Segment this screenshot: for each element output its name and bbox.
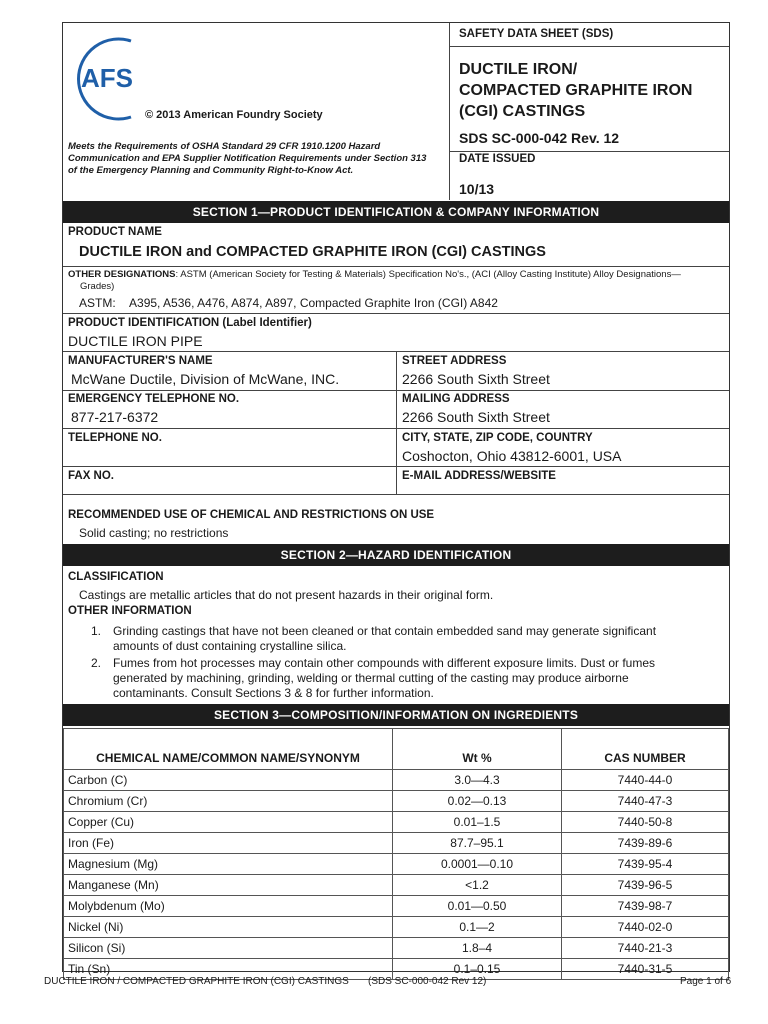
cas-number-cell: 7440-31-5	[562, 959, 729, 980]
product-name: DUCTILE IRON and COMPACTED GRAPHITE IRON (CGI) CASTINGS	[79, 244, 546, 260]
table-header-row	[64, 729, 729, 770]
classification-value: Castings are metallic articles that do not present hazards in their original form.	[79, 588, 494, 602]
astm-line	[79, 296, 498, 310]
composition-table	[63, 728, 729, 980]
divider	[63, 428, 729, 429]
mailing-value: 2266 South Sixth Street	[402, 409, 550, 425]
city-value: Coshocton, Ohio 43812-6001, USA	[402, 448, 622, 464]
weight-percent-cell: 1.8–4	[393, 938, 562, 959]
other-designations	[68, 269, 728, 293]
footer-doc-ref: (SDS SC-000-042 Rev 12)	[368, 976, 487, 987]
manufacturer-label: MANUFACTURER'S NAME	[68, 355, 213, 367]
title-line1: DUCTILE IRON/	[459, 61, 578, 78]
table-row	[64, 917, 729, 938]
table-row	[64, 938, 729, 959]
date-value: 10/13	[459, 181, 495, 197]
table-row	[64, 854, 729, 875]
item-line: contaminants. Consult Sections 3 & 8 for further information.	[113, 686, 434, 700]
astm-label: ASTM:	[79, 296, 116, 310]
chemical-name-cell: Silicon (Si)	[64, 938, 393, 959]
table-row	[64, 896, 729, 917]
table-row	[64, 812, 729, 833]
divider	[63, 313, 729, 314]
emergency-value: 877-217-6372	[71, 409, 159, 425]
cas-number-cell: 7439-98-7	[562, 896, 729, 917]
column-header: CAS NUMBER	[562, 729, 729, 770]
weight-percent-cell: 87.7–95.1	[393, 833, 562, 854]
column-divider	[396, 351, 397, 494]
cas-number-cell: 7440-44-0	[562, 770, 729, 791]
list-item	[91, 656, 721, 701]
table-row	[64, 875, 729, 896]
weight-percent-cell: 0.01—0.50	[393, 896, 562, 917]
section2-title: SECTION 2—HAZARD IDENTIFICATION	[63, 544, 729, 566]
section1-title: SECTION 1—PRODUCT IDENTIFICATION & COMPANY INFORMATION	[63, 201, 729, 223]
divider	[63, 494, 729, 495]
divider	[63, 390, 729, 391]
classification-label: CLASSIFICATION	[68, 571, 164, 583]
item-line: amounts of dust containing crystalline silica.	[113, 639, 347, 653]
recommended-value: Solid casting; no restrictions	[79, 526, 229, 540]
mailing-label: MAILING ADDRESS	[402, 393, 510, 405]
header-divider	[449, 23, 450, 200]
cas-number-cell: 7439-96-5	[562, 875, 729, 896]
divider	[449, 151, 729, 152]
city-label: CITY, STATE, ZIP CODE, COUNTRY	[402, 432, 593, 444]
weight-percent-cell: 0.01–1.5	[393, 812, 562, 833]
sds-sheet	[62, 22, 730, 976]
doc-title	[459, 59, 692, 122]
other-info-label: OTHER INFORMATION	[68, 605, 192, 617]
other-designations-label: OTHER DESIGNATIONS	[68, 269, 176, 280]
manufacturer-value: McWane Ductile, Division of McWane, INC.	[71, 371, 340, 387]
recommended-label: RECOMMENDED USE OF CHEMICAL AND RESTRICTIONS ON USE	[68, 509, 435, 521]
table-row	[64, 791, 729, 812]
divider	[63, 466, 729, 467]
divider	[63, 266, 729, 267]
cas-number-cell: 7440-21-3	[562, 938, 729, 959]
cas-number-cell: 7439-95-4	[562, 854, 729, 875]
table-row	[64, 770, 729, 791]
product-id-label: PRODUCT IDENTIFICATION (Label Identifier)	[68, 317, 312, 329]
item-line: Grinding castings that have not been cleaned or that contain embedded sand may generate significant	[113, 624, 657, 638]
weight-percent-cell: 0.0001—0.10	[393, 854, 562, 875]
copyright: © 2013 American Foundry Society	[145, 109, 323, 121]
divider	[449, 46, 729, 47]
table-row	[64, 833, 729, 854]
section3-title: SECTION 3—COMPOSITION/INFORMATION ON INGREDIENTS	[63, 704, 729, 726]
chemical-name-cell: Nickel (Ni)	[64, 917, 393, 938]
chemical-name-cell: Copper (Cu)	[64, 812, 393, 833]
emergency-label: EMERGENCY TELEPHONE NO.	[68, 393, 240, 405]
other-designations-text2: Grades)	[80, 281, 115, 292]
title-line3: (CGI) CASTINGS	[459, 103, 586, 120]
date-label: DATE ISSUED	[459, 153, 536, 165]
title-line2: COMPACTED GRAPHITE IRON	[459, 82, 693, 99]
footer-page: Page 1 of 6	[680, 976, 732, 987]
column-header: Wt %	[393, 729, 562, 770]
osha-note: Meets the Requirements of OSHA Standard 29 CFR 1910.1200 Hazard Communication and EPA Supplier Notification Requirements under Section 313 of the Emergency Planning and Community Right-to-Know Act.	[68, 141, 427, 176]
sds-label: SAFETY DATA SHEET (SDS)	[459, 28, 614, 40]
weight-percent-cell: <1.2	[393, 875, 562, 896]
other-designations-text: : ASTM (American Society for Testing & Materials) Specification No's., (ACI (Alloy Casting Institute) Alloy Designations—	[175, 269, 681, 280]
sds-number: SDS SC-000-042 Rev. 12	[459, 130, 620, 146]
astm-value: A395, A536, A476, A874, A897, Compacted Graphite Iron (CGI) A842	[129, 296, 498, 310]
list-item	[91, 624, 721, 654]
product-id-value: DUCTILE IRON PIPE	[68, 333, 203, 349]
cas-number-cell: 7440-02-0	[562, 917, 729, 938]
column-header: CHEMICAL NAME/COMMON NAME/SYNONYM	[64, 729, 393, 770]
fax-label: FAX NO.	[68, 470, 115, 482]
chemical-name-cell: Magnesium (Mg)	[64, 854, 393, 875]
chemical-name-cell: Manganese (Mn)	[64, 875, 393, 896]
cas-number-cell: 7439-89-6	[562, 833, 729, 854]
item-number: 2.	[91, 656, 102, 670]
item-number: 1.	[91, 624, 102, 638]
cas-number-cell: 7440-47-3	[562, 791, 729, 812]
chemical-name-cell: Tin (Sn)	[64, 959, 393, 980]
weight-percent-cell: 3.0—4.3	[393, 770, 562, 791]
telephone-label: TELEPHONE NO.	[68, 432, 162, 444]
weight-percent-cell: 0.1–0.15	[393, 959, 562, 980]
weight-percent-cell: 0.02—0.13	[393, 791, 562, 812]
email-label: E-MAIL ADDRESS/WEBSITE	[402, 470, 556, 482]
product-name-label: PRODUCT NAME	[68, 226, 162, 238]
chemical-name-cell: Iron (Fe)	[64, 833, 393, 854]
street-value: 2266 South Sixth Street	[402, 371, 550, 387]
weight-percent-cell: 0.1—2	[393, 917, 562, 938]
chemical-name-cell: Chromium (Cr)	[64, 791, 393, 812]
footer-doc-title: DUCTILE IRON / COMPACTED GRAPHITE IRON (CGI) CASTINGS	[44, 976, 349, 987]
item-line: Fumes from hot processes may contain other compounds with different exposure limits. Dust or fumes	[113, 656, 656, 670]
cas-number-cell: 7440-50-8	[562, 812, 729, 833]
logo-text: AFS	[81, 63, 133, 93]
chemical-name-cell: Carbon (C)	[64, 770, 393, 791]
item-line: generated by machining, grinding, welding or thermal cutting of the casting may produce airborne	[113, 671, 629, 685]
street-label: STREET ADDRESS	[402, 355, 507, 367]
chemical-name-cell: Molybdenum (Mo)	[64, 896, 393, 917]
